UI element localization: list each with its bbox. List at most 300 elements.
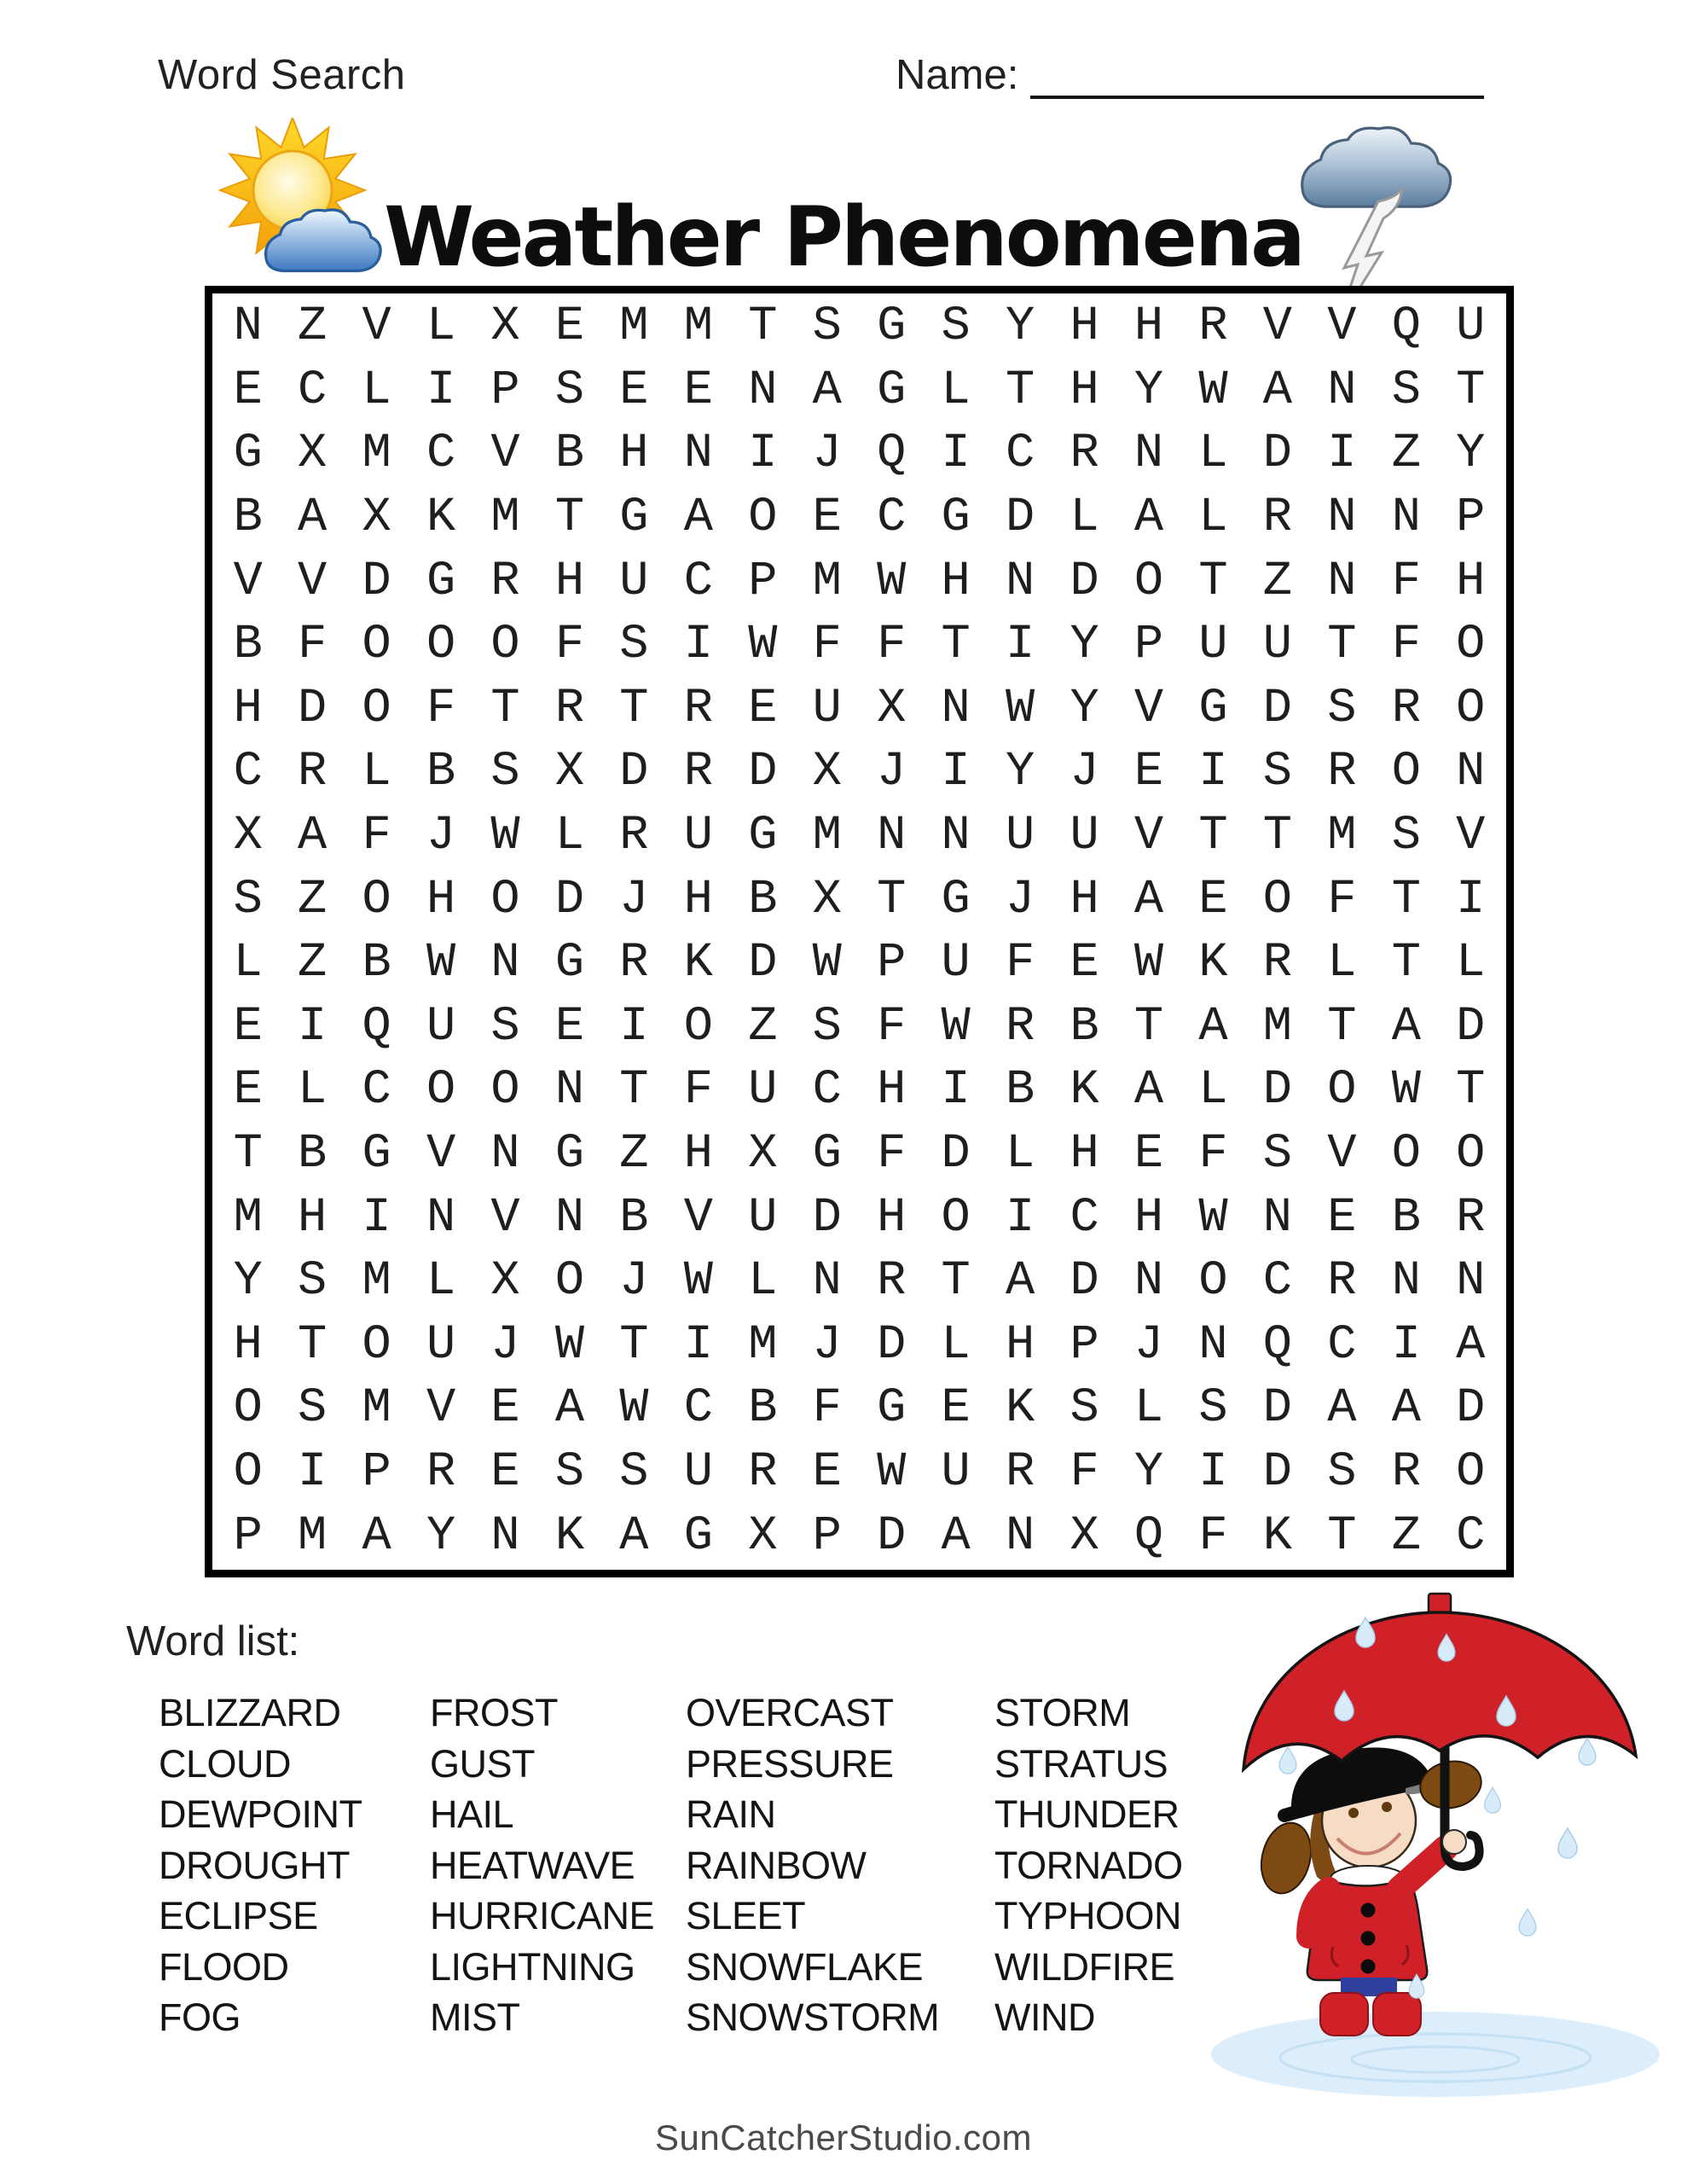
- grid-cell: R: [298, 745, 328, 800]
- grid-cell: S: [1262, 1127, 1293, 1182]
- grid-cell: F: [877, 1127, 907, 1182]
- grid-cell: H: [1133, 1190, 1164, 1246]
- grid-cell: C: [426, 427, 456, 482]
- grid-cell: I: [683, 1317, 713, 1373]
- grid-cell: V: [426, 1127, 456, 1182]
- grid-cell: H: [1070, 299, 1099, 355]
- grid-cell: N: [490, 936, 520, 991]
- puddle: [1211, 2012, 1660, 2097]
- grid-cell: T: [619, 1063, 649, 1118]
- grid-cell: I: [748, 427, 778, 482]
- grid-cell: K: [1070, 1063, 1099, 1118]
- grid-cell: I: [941, 427, 971, 482]
- grid-cell: D: [748, 745, 778, 800]
- grid-cell: H: [1070, 872, 1099, 927]
- word-list-item: LIGHTNING: [430, 1944, 635, 1989]
- grid-cell: S: [1070, 1381, 1099, 1437]
- grid-cell: R: [1327, 745, 1357, 800]
- grid-cell: D: [1262, 1381, 1293, 1437]
- grid-cell: H: [1070, 363, 1099, 418]
- grid-cell: N: [233, 299, 263, 355]
- grid-cell: R: [683, 681, 713, 736]
- word-list-heading: Word list:: [126, 1618, 300, 1664]
- grid-cell: W: [941, 999, 971, 1054]
- grid-cell: C: [1262, 1254, 1293, 1310]
- grid-cell: X: [748, 1508, 778, 1564]
- grid-cell: O: [1456, 1127, 1486, 1182]
- grid-cell: M: [233, 1190, 263, 1246]
- grid-cell: T: [748, 299, 778, 355]
- grid-cell: G: [748, 809, 778, 864]
- grid-cell: B: [426, 745, 456, 800]
- grid-cell: T: [619, 1317, 649, 1373]
- grid-cell: R: [619, 936, 649, 991]
- grid-cell: W: [1198, 1190, 1228, 1246]
- grid-cell: J: [426, 809, 456, 864]
- word-list-item: TYPHOON: [994, 1894, 1182, 1937]
- grid-cell: E: [1070, 936, 1099, 991]
- grid-cell: Y: [233, 1254, 263, 1310]
- grid-cell: S: [490, 999, 520, 1054]
- grid-cell: S: [298, 1381, 328, 1437]
- grid-cell: A: [683, 491, 713, 546]
- grid-cell: A: [362, 1508, 391, 1564]
- grid-cell: H: [554, 554, 585, 609]
- grid-cell: L: [1133, 1381, 1164, 1437]
- grid-cell: Q: [1391, 299, 1421, 355]
- grid-cell: B: [748, 872, 778, 927]
- grid-cell: I: [1006, 1190, 1035, 1246]
- grid-cell: E: [812, 1445, 842, 1501]
- grid-cell: T: [1456, 363, 1486, 418]
- grid-cell: L: [748, 1254, 778, 1310]
- site-credit: SunCatcherStudio.com: [655, 2117, 1032, 2158]
- grid-cell: B: [1391, 1190, 1421, 1246]
- grid-cell: L: [1070, 491, 1099, 546]
- grid-cell: O: [748, 491, 778, 546]
- grid-cell: R: [1198, 299, 1228, 355]
- grid-cell: N: [941, 681, 971, 736]
- grid-cell: L: [298, 1063, 328, 1118]
- grid-cell: O: [426, 1063, 456, 1118]
- grid-cell: U: [748, 1190, 778, 1246]
- grid-cell: J: [812, 1317, 842, 1373]
- grid-cell: I: [619, 999, 649, 1054]
- grid-cell: K: [426, 491, 456, 546]
- grid-cell: K: [554, 1508, 585, 1564]
- grid-cell: A: [1391, 1381, 1421, 1437]
- page-title: Weather Phenomena: [384, 189, 1303, 286]
- grid-cell: O: [362, 872, 391, 927]
- grid-cell: L: [1006, 1127, 1035, 1182]
- grid-cell: O: [1391, 1127, 1421, 1182]
- grid-cell: R: [554, 681, 585, 736]
- grid-cell: V: [1327, 299, 1357, 355]
- word-list-column: [686, 1687, 994, 2043]
- grid-cell: V: [1133, 809, 1164, 864]
- grid-cell: D: [1262, 427, 1293, 482]
- grid-cell: I: [683, 618, 713, 673]
- word-list-item: SLEET: [686, 1894, 806, 1937]
- word-search-grid: [205, 286, 1514, 1577]
- word-list-item: PRESSURE: [686, 1741, 894, 1786]
- grid-cell: I: [1456, 872, 1486, 927]
- grid-cell: D: [1456, 1381, 1486, 1437]
- grid-cell: J: [1070, 745, 1099, 800]
- grid-cell: N: [1006, 554, 1035, 609]
- grid-cell: A: [1133, 1063, 1164, 1118]
- grid-cell: B: [298, 1127, 328, 1182]
- grid-cell: S: [554, 1445, 585, 1501]
- grid-cell: K: [1198, 936, 1228, 991]
- word-list-column: [430, 1687, 686, 2043]
- grid-cell: A: [1133, 872, 1164, 927]
- grid-cell: E: [233, 999, 263, 1054]
- grid-cell: R: [1006, 1445, 1035, 1501]
- word-list-item: RAIN: [686, 1792, 776, 1836]
- grid-cell: B: [362, 936, 391, 991]
- grid-cell: N: [1198, 1317, 1228, 1373]
- grid-cell: N: [683, 427, 713, 482]
- grid-cell: N: [812, 1254, 842, 1310]
- grid-cell: O: [362, 681, 391, 736]
- grid-cell: B: [619, 1190, 649, 1246]
- grid-cell: F: [812, 618, 842, 673]
- word-list-item: HEATWAVE: [430, 1843, 635, 1887]
- grid-cell: M: [748, 1317, 778, 1373]
- grid-cell: W: [812, 936, 842, 991]
- word-search-label: Word Search: [158, 52, 406, 98]
- grid-cell: D: [362, 554, 391, 609]
- grid-cell: C: [233, 745, 263, 800]
- grid-cell: W: [877, 1445, 907, 1501]
- grid-cell: U: [748, 1063, 778, 1118]
- grid-cell: I: [298, 999, 328, 1054]
- grid-cell: A: [1327, 1381, 1357, 1437]
- grid-cell: B: [1006, 1063, 1035, 1118]
- grid-cell: U: [1198, 618, 1228, 673]
- grid-cell: T: [1198, 554, 1228, 609]
- grid-cell: L: [1456, 936, 1486, 991]
- grid-cell: H: [1006, 1317, 1035, 1373]
- grid-cell: R: [619, 809, 649, 864]
- name-blank-line[interactable]: [1030, 58, 1484, 99]
- grid-cell: X: [298, 427, 328, 482]
- grid-cell: A: [1391, 999, 1421, 1054]
- grid-cell: S: [812, 999, 842, 1054]
- grid-cell: N: [1133, 427, 1164, 482]
- grid-cell: V: [362, 299, 391, 355]
- grid-cell: O: [426, 618, 456, 673]
- grid-cell: S: [1391, 809, 1421, 864]
- grid-cell: J: [1133, 1317, 1164, 1373]
- grid-cell: L: [426, 1254, 456, 1310]
- grid-cell: U: [1070, 809, 1099, 864]
- word-list-item: STORM: [994, 1691, 1131, 1734]
- grid-cell: S: [1262, 745, 1293, 800]
- grid-cell: S: [619, 618, 649, 673]
- grid-cell: W: [683, 1254, 713, 1310]
- grid-cell: U: [426, 999, 456, 1054]
- grid-cell: K: [1006, 1381, 1035, 1437]
- grid-cell: E: [554, 999, 585, 1054]
- grid-cell: E: [1327, 1190, 1357, 1246]
- grid-cell: X: [748, 1127, 778, 1182]
- grid-cell: A: [1198, 999, 1228, 1054]
- grid-cell: G: [233, 427, 263, 482]
- grid-cell: H: [1070, 1127, 1099, 1182]
- word-list-item: DROUGHT: [159, 1843, 350, 1887]
- grid-cell: Z: [298, 299, 328, 355]
- grid-cell: W: [1133, 936, 1164, 991]
- grid-cell: G: [941, 872, 971, 927]
- grid-cell: X: [490, 1254, 520, 1310]
- grid-cell: S: [1198, 1381, 1228, 1437]
- grid-cell: O: [1262, 872, 1293, 927]
- grid-cell: S: [812, 299, 842, 355]
- word-list-item: TORNADO: [994, 1843, 1183, 1887]
- grid-cell: W: [619, 1381, 649, 1437]
- grid-cell: C: [298, 363, 328, 418]
- grid-cell: D: [1070, 554, 1099, 609]
- grid-cell: O: [233, 1445, 263, 1501]
- word-list-item: DEWPOINT: [159, 1792, 362, 1836]
- grid-cell: M: [362, 1254, 391, 1310]
- grid-cell: Y: [1006, 745, 1035, 800]
- grid-cell: R: [1070, 427, 1099, 482]
- grid-cell: L: [233, 936, 263, 991]
- grid-cell: U: [812, 681, 842, 736]
- word-list-item: OVERCAST: [686, 1691, 894, 1734]
- grid-cell: H: [1456, 554, 1486, 609]
- grid-cell: C: [877, 491, 907, 546]
- grid-cell: H: [619, 427, 649, 482]
- grid-cell: A: [812, 363, 842, 418]
- grid-cell: H: [683, 872, 713, 927]
- grid-cell: E: [748, 681, 778, 736]
- grid-cell: Z: [1391, 1508, 1421, 1564]
- grid-cell: V: [233, 554, 263, 609]
- grid-cell: N: [748, 363, 778, 418]
- grid-cell: F: [362, 809, 391, 864]
- grid-cell: N: [1262, 1190, 1293, 1246]
- grid-cell: V: [490, 427, 520, 482]
- grid-cell: R: [1262, 491, 1293, 546]
- grid-cell: S: [233, 872, 263, 927]
- grid-cell: G: [554, 1127, 585, 1182]
- grid-cell: D: [1456, 999, 1486, 1054]
- grid-cell: A: [619, 1508, 649, 1564]
- grid-cell: V: [1327, 1127, 1357, 1182]
- grid-cell: N: [1006, 1508, 1035, 1564]
- word-list-item: FLOOD: [159, 1944, 289, 1989]
- grid-cell: D: [1262, 1445, 1293, 1501]
- grid-cell: E: [233, 1063, 263, 1118]
- grid-cell: X: [362, 491, 391, 546]
- grid-cell: R: [1327, 1254, 1357, 1310]
- grid-cell: N: [1327, 491, 1357, 546]
- grid-cell: S: [619, 1445, 649, 1501]
- grid-cell: E: [233, 363, 263, 418]
- grid-cell: L: [362, 363, 391, 418]
- grid-cell: J: [877, 745, 907, 800]
- grid-cell: C: [362, 1063, 391, 1118]
- grid-cell: F: [1391, 618, 1421, 673]
- grid-cell: G: [362, 1127, 391, 1182]
- grid-cell: G: [683, 1508, 713, 1564]
- word-list-item: THUNDER: [994, 1792, 1180, 1836]
- grid-cell: O: [941, 1190, 971, 1246]
- grid-cell: U: [683, 1445, 713, 1501]
- grid-cell: Q: [362, 999, 391, 1054]
- grid-cell: Y: [1133, 363, 1164, 418]
- grid-cell: T: [1327, 1508, 1357, 1564]
- grid-cell: I: [1391, 1317, 1421, 1373]
- word-list-item: FROST: [430, 1691, 558, 1734]
- grid-cell: O: [490, 872, 520, 927]
- grid-cell: N: [1327, 554, 1357, 609]
- grid-cell: T: [619, 681, 649, 736]
- grid-cell: G: [554, 936, 585, 991]
- grid-cell: T: [1006, 363, 1035, 418]
- grid-cell: F: [1198, 1508, 1228, 1564]
- grid-cell: J: [490, 1317, 520, 1373]
- grid-cell: E: [490, 1445, 520, 1501]
- grid-cell: T: [490, 681, 520, 736]
- grid-cell: T: [1391, 936, 1421, 991]
- word-list-item: RAINBOW: [686, 1843, 867, 1887]
- grid-cell: N: [1391, 491, 1421, 546]
- grid-cell: L: [1198, 491, 1228, 546]
- grid-cell: Z: [619, 1127, 649, 1182]
- word-list-item: SNOWFLAKE: [686, 1944, 924, 1989]
- grid-cell: D: [748, 936, 778, 991]
- grid-cell: G: [619, 491, 649, 546]
- grid-cell: A: [1456, 1317, 1486, 1373]
- grid-cell: X: [877, 681, 907, 736]
- grid-cell: W: [490, 809, 520, 864]
- grid-cell: G: [877, 1381, 907, 1437]
- grid-cell: T: [941, 1254, 971, 1310]
- grid-cell: H: [298, 1190, 328, 1246]
- grid-cell: N: [1456, 745, 1486, 800]
- grid-cell: A: [1006, 1254, 1035, 1310]
- grid-cell: N: [554, 1063, 585, 1118]
- grid-cell: F: [683, 1063, 713, 1118]
- grid-cell: F: [812, 1381, 842, 1437]
- grid-cell: U: [941, 1445, 971, 1501]
- word-list-item: FOG: [159, 1995, 241, 2039]
- grid-cell: C: [683, 554, 713, 609]
- grid-cell: O: [683, 999, 713, 1054]
- grid-cell: L: [1198, 427, 1228, 482]
- word-list-column: [159, 1687, 430, 2043]
- grid-cell: R: [1456, 1190, 1486, 1246]
- grid-cell: O: [362, 1317, 391, 1373]
- grid-cell: W: [426, 936, 456, 991]
- grid-cell: F: [1070, 1445, 1099, 1501]
- grid-cell: F: [426, 681, 456, 736]
- grid-cell: V: [1456, 809, 1486, 864]
- grid-cell: J: [619, 872, 649, 927]
- grid-cell: M: [619, 299, 649, 355]
- grid-cell: O: [554, 1254, 585, 1310]
- grid-cell: X: [233, 809, 263, 864]
- grid-cell: A: [941, 1508, 971, 1564]
- name-label: Name:: [896, 52, 1019, 98]
- grid-cell: N: [1456, 1254, 1486, 1310]
- umbrella-canopy: [1244, 1612, 1636, 1769]
- grid-cell: O: [1456, 1445, 1486, 1501]
- grid-cell: L: [1327, 936, 1357, 991]
- grid-cell: W: [1391, 1063, 1421, 1118]
- grid-cell: P: [362, 1445, 391, 1501]
- grid-cell: N: [1391, 1254, 1421, 1310]
- grid-cell: H: [683, 1127, 713, 1182]
- grid-cell: S: [1391, 363, 1421, 418]
- grid-cell: D: [619, 745, 649, 800]
- grid-cell: Z: [298, 872, 328, 927]
- grid-cell: P: [812, 1508, 842, 1564]
- grid-cell: R: [426, 1445, 456, 1501]
- grid-cell: Q: [1262, 1317, 1293, 1373]
- grid-cell: S: [554, 363, 585, 418]
- grid-cell: C: [1327, 1317, 1357, 1373]
- grid-cell: I: [1198, 1445, 1228, 1501]
- grid-cell: U: [426, 1317, 456, 1373]
- grid-cell: R: [877, 1254, 907, 1310]
- grid-cell: N: [426, 1190, 456, 1246]
- grid-cell: W: [877, 554, 907, 609]
- grid-cell: E: [490, 1381, 520, 1437]
- grid-cell: E: [619, 363, 649, 418]
- grid-cell: Y: [1070, 681, 1099, 736]
- grid-cell: G: [426, 554, 456, 609]
- grid-cell: V: [1133, 681, 1164, 736]
- word-list-item: HURRICANE: [430, 1894, 655, 1937]
- grid-cell: T: [1133, 999, 1164, 1054]
- grid-cell: D: [812, 1190, 842, 1246]
- grid-cell: S: [490, 745, 520, 800]
- grid-cell: U: [683, 809, 713, 864]
- grid-cell: D: [298, 681, 328, 736]
- grid-cell: W: [554, 1317, 585, 1373]
- grid-cell: G: [877, 299, 907, 355]
- grid-cell: V: [490, 1190, 520, 1246]
- grid-cell: R: [490, 554, 520, 609]
- grid-cell: T: [941, 618, 971, 673]
- grid-cell: U: [1262, 618, 1293, 673]
- grid-cell: R: [1262, 936, 1293, 991]
- grid-cell: A: [1133, 491, 1164, 546]
- grid-cell: K: [683, 936, 713, 991]
- grid-cell: I: [941, 1063, 971, 1118]
- grid-cell: O: [490, 1063, 520, 1118]
- grid-cell: H: [877, 1190, 907, 1246]
- grid-cell: Z: [1262, 554, 1293, 609]
- grid-cell: N: [877, 809, 907, 864]
- grid-cell: J: [619, 1254, 649, 1310]
- grid-cell: U: [1456, 299, 1486, 355]
- grid-cell: C: [1456, 1508, 1486, 1564]
- grid-cell: L: [941, 1317, 971, 1373]
- grid-cell: F: [298, 618, 328, 673]
- grid-cell: S: [941, 299, 971, 355]
- grid-cell: D: [1070, 1254, 1099, 1310]
- grid-cell: N: [490, 1127, 520, 1182]
- grid-cell: A: [1262, 363, 1293, 418]
- grid-cell: O: [1391, 745, 1421, 800]
